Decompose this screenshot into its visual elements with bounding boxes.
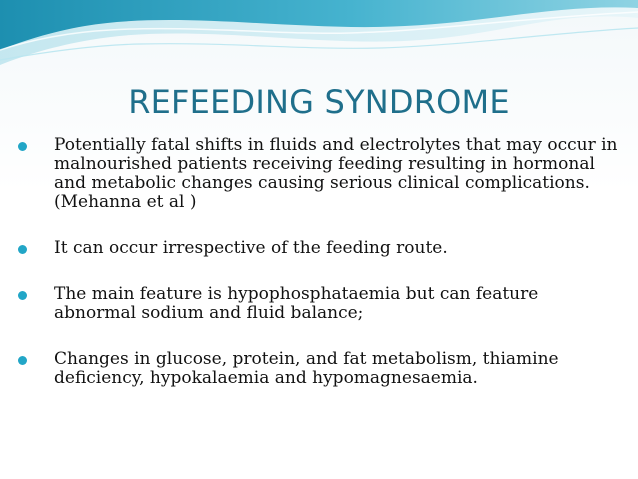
header-wave-graphic [0, 0, 638, 80]
bullet-text: It can occur irrespective of the feeding route. [54, 238, 448, 258]
bullet-icon [18, 291, 27, 300]
bullet-icon [18, 356, 27, 365]
bullet-item [18, 239, 618, 258]
bullet-icon [18, 245, 27, 254]
slide-title: REFEEDING SYNDROME [128, 83, 510, 121]
bullet-text: The main feature is hypophosphataemia but can feature abnormal sodium and fluid balance; [54, 284, 539, 323]
bullet-item [18, 136, 618, 212]
bullet-text: Potentially fatal shifts in fluids and electrolytes that may occur in malnourished patients receiving feeding resulting in hormonal and metabolic changes causing serious clinical complications.(Mehanna et al ) [54, 135, 618, 212]
bullet-item [18, 350, 618, 388]
bullet-list [18, 136, 618, 388]
bullet-icon [18, 142, 27, 151]
bullet-text: Changes in glucose, protein, and fat metabolism, thiamine deficiency, hypokalaemia and hypomagnesaemia. [54, 349, 559, 388]
bullet-item [18, 285, 618, 323]
